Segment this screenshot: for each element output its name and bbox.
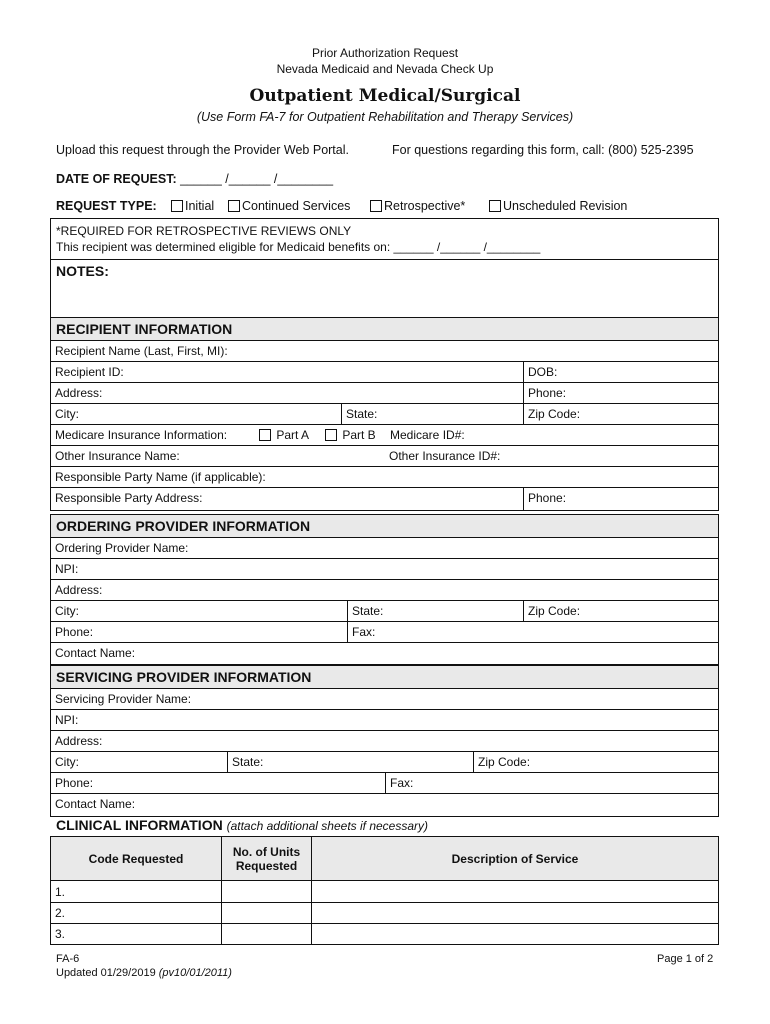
retro-eligibility[interactable]: This recipient was determined eligible for Medicaid benefits on: ______ /______ /________ — [56, 240, 541, 254]
part-a-option[interactable] — [255, 425, 313, 445]
servicing-contact-label: Contact Name: — [55, 797, 136, 811]
other-insurance-id-label: Other Insurance ID#: — [389, 449, 501, 463]
form-title: Outpatient Medical/Surgical — [249, 86, 521, 106]
servicing-city-row[interactable] — [51, 752, 718, 773]
recipient-id-row[interactable] — [51, 362, 718, 383]
clinical-note: (attach additional sheets if necessary) — [226, 819, 429, 833]
recipient-name-row[interactable] — [51, 341, 718, 362]
retrospective-label: Retrospective* — [384, 199, 466, 213]
request-type-continued[interactable] — [228, 199, 350, 213]
medicare-row — [51, 425, 718, 446]
part-b-option[interactable] — [321, 425, 380, 445]
continued-services-checkbox[interactable] — [228, 200, 240, 212]
request-type-label-text: REQUEST TYPE: — [56, 199, 157, 213]
date-of-request-field[interactable]: ______ /______ /________ — [180, 172, 334, 186]
units-header-line2: Requested — [235, 858, 298, 873]
recipient-title: RECIPIENT INFORMATION — [51, 318, 718, 341]
servicing-name-label: Servicing Provider Name: — [55, 692, 192, 706]
recipient-address-row[interactable] — [51, 383, 718, 404]
recipient-address-label: Address: — [55, 386, 103, 400]
responsible-phone-label: Phone: — [523, 488, 570, 510]
initial-checkbox[interactable] — [171, 200, 183, 212]
code-requested-header: Code Requested — [51, 837, 222, 881]
updated-date: Updated 01/29/2019 — [56, 967, 156, 979]
clinical-header-row — [51, 837, 719, 881]
servicing-phone-label: Phone: — [55, 776, 94, 790]
recipient-name-label: Recipient Name (Last, First, MI): — [55, 344, 228, 358]
date-of-request — [56, 172, 333, 186]
description-cell[interactable] — [312, 924, 719, 945]
units-header-line1: No. of Units — [232, 844, 301, 859]
recipient-id-label: Recipient ID: — [55, 365, 124, 379]
servicing-section — [50, 665, 719, 817]
responsible-address-label: Responsible Party Address: — [55, 491, 203, 505]
ordering-contact-row[interactable] — [51, 643, 718, 664]
responsible-name-label: Responsible Party Name (if applicable): — [55, 470, 266, 484]
ordering-state-label: State: — [347, 601, 387, 621]
servicing-contact-row[interactable] — [51, 794, 718, 816]
notes-label: NOTES: — [56, 263, 109, 279]
ordering-contact-label: Contact Name: — [55, 646, 136, 660]
ordering-address-row[interactable] — [51, 580, 718, 601]
medicare-label: Medicare Insurance Information: — [55, 428, 228, 442]
request-type-retrospective[interactable] — [370, 199, 465, 213]
request-type-unscheduled[interactable] — [489, 199, 627, 213]
pv-date: (pv10/01/2011) — [158, 967, 232, 979]
servicing-state-label: State: — [227, 752, 267, 772]
servicing-phone-row[interactable] — [51, 773, 718, 794]
recipient-phone-label: Phone: — [523, 383, 570, 403]
retro-section — [51, 219, 718, 260]
upload-instruction: Upload this request through the Provider Web Portal. — [56, 143, 349, 157]
description-cell[interactable] — [312, 903, 719, 924]
notes-section[interactable] — [51, 260, 718, 317]
recipient-city-row[interactable] — [51, 404, 718, 425]
units-cell[interactable] — [222, 903, 312, 924]
retrospective-checkbox[interactable] — [370, 200, 382, 212]
ordering-fax-label: Fax: — [347, 622, 379, 642]
initial-label: Initial — [185, 199, 215, 213]
responsible-address-row[interactable] — [51, 488, 718, 510]
part-b-label: Part B — [342, 428, 376, 442]
footer-left — [56, 952, 232, 980]
unscheduled-revision-checkbox[interactable] — [489, 200, 501, 212]
recipient-section — [50, 317, 719, 511]
request-type-label — [56, 199, 157, 213]
ordering-city-row[interactable] — [51, 601, 718, 622]
recipient-zip-label: Zip Code: — [523, 404, 584, 424]
header-line-1: Prior Authorization Request — [311, 46, 459, 60]
part-b-checkbox[interactable] — [325, 429, 337, 441]
date-of-request-label: DATE OF REQUEST: — [56, 172, 177, 186]
row-number[interactable]: 1. — [51, 881, 222, 903]
row-number[interactable]: 2. — [51, 903, 222, 924]
units-cell[interactable] — [222, 881, 312, 903]
ordering-zip-label: Zip Code: — [523, 601, 584, 621]
ordering-npi-label: NPI: — [55, 562, 79, 576]
recipient-state-label: State: — [341, 404, 381, 424]
ordering-city-label: City: — [55, 604, 79, 618]
ordering-npi-row[interactable] — [51, 559, 718, 580]
ordering-section — [50, 514, 719, 665]
responsible-name-row[interactable] — [51, 467, 718, 488]
form-subtitle: (Use Form FA-7 for Outpatient Rehabilitation and Therapy Services) — [196, 110, 574, 124]
servicing-npi-label: NPI: — [55, 713, 79, 727]
medicare-id-label[interactable]: Medicare ID#: — [390, 428, 465, 442]
description-cell[interactable] — [312, 881, 719, 903]
recipient-city-label: City: — [55, 407, 79, 421]
unscheduled-revision-label: Unscheduled Revision — [503, 199, 628, 213]
servicing-npi-row[interactable] — [51, 710, 718, 731]
description-header: Description of Service — [312, 837, 719, 881]
questions-phone: For questions regarding this form, call: (800) 525-2395 — [392, 143, 694, 157]
retro-notes-box — [50, 218, 719, 318]
updated-line — [56, 966, 232, 980]
ordering-address-label: Address: — [55, 583, 103, 597]
servicing-fax-label: Fax: — [385, 773, 417, 793]
table-row[interactable] — [51, 924, 719, 945]
clinical-title: CLINICAL INFORMATION — [56, 817, 223, 833]
ordering-title: ORDERING PROVIDER INFORMATION — [51, 515, 718, 538]
units-cell[interactable] — [222, 924, 312, 945]
clinical-table — [50, 836, 719, 945]
ordering-name-label: Ordering Provider Name: — [55, 541, 189, 555]
continued-services-label: Continued Services — [242, 199, 351, 213]
form-id: FA-6 — [56, 953, 80, 965]
table-row[interactable] — [51, 903, 719, 924]
other-insurance-row[interactable] — [51, 446, 718, 467]
servicing-title: SERVICING PROVIDER INFORMATION — [51, 666, 718, 689]
servicing-address-row[interactable] — [51, 731, 718, 752]
table-row[interactable] — [51, 881, 719, 903]
part-a-label: Part A — [276, 428, 310, 442]
retro-required: *REQUIRED FOR RETROSPECTIVE REVIEWS ONLY — [56, 224, 352, 238]
other-insurance-label: Other Insurance Name: — [55, 449, 180, 463]
header-line-2: Nevada Medicaid and Nevada Check Up — [276, 62, 494, 76]
clinical-title-row — [56, 817, 428, 833]
part-a-checkbox[interactable] — [259, 429, 271, 441]
units-requested-header — [222, 837, 312, 881]
request-type-initial[interactable] — [171, 199, 214, 213]
ordering-phone-label: Phone: — [55, 625, 94, 639]
ordering-phone-row[interactable] — [51, 622, 718, 643]
servicing-address-label: Address: — [55, 734, 103, 748]
ordering-name-row[interactable] — [51, 538, 718, 559]
recipient-dob-label: DOB: — [523, 362, 561, 382]
servicing-name-row[interactable] — [51, 689, 718, 710]
row-number[interactable]: 3. — [51, 924, 222, 945]
servicing-zip-label: Zip Code: — [473, 752, 534, 772]
servicing-city-label: City: — [55, 755, 79, 769]
page-number: Page 1 of 2 — [657, 953, 714, 965]
